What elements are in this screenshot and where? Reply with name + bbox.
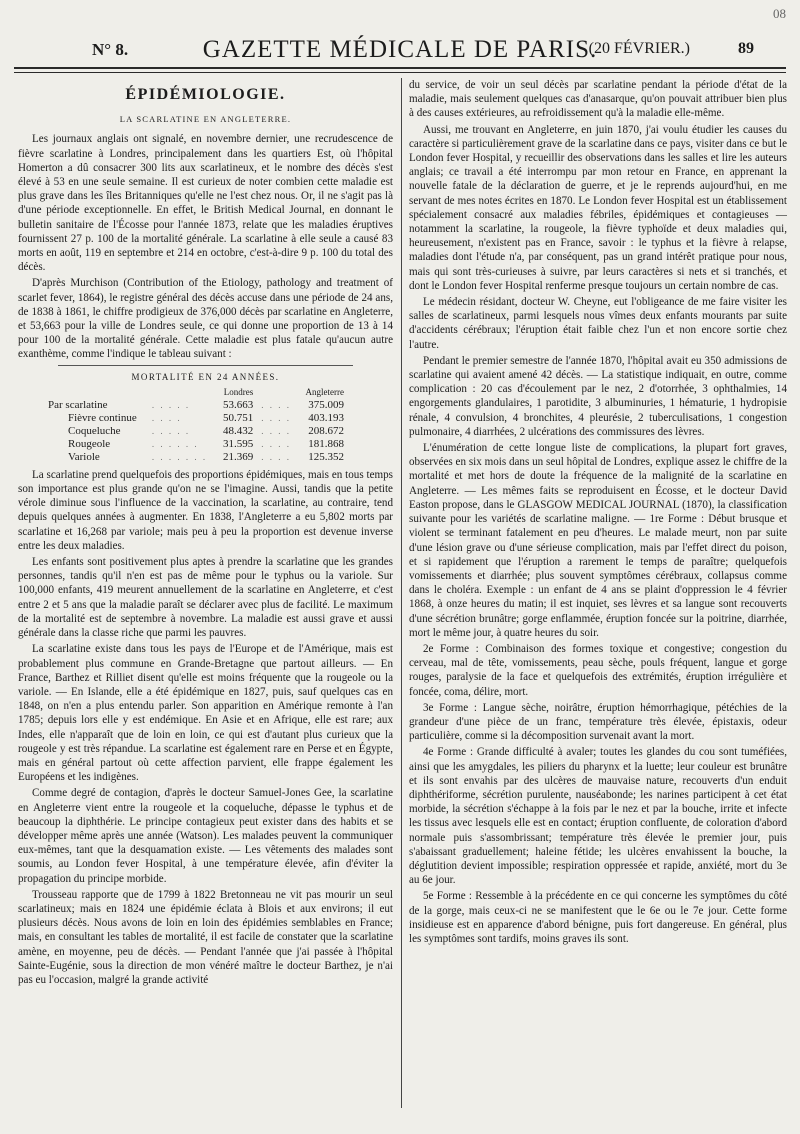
table-row	[48, 438, 348, 451]
article-title: LA SCARLATINE EN ANGLETERRE.	[119, 114, 292, 125]
header-rule	[14, 67, 786, 73]
paragraph: Le médecin résidant, docteur W. Cheyne, eut l'obligeance de me faire visiter les salles de scarlatineux, parmi lesquels nous vîmes deux enfants mourants par suite d'accidents cérébraux; l'éruption était faible chez l'un et non encore sortie chez l'autre.	[409, 296, 787, 351]
section-title: ÉPIDÉMIOLOGIE.	[125, 86, 286, 103]
england-value: 375.009	[308, 398, 344, 411]
table-row	[48, 425, 348, 438]
leader-dots: . . . . .	[151, 425, 191, 436]
paragraph: Trousseau rapporte que de 1799 à 1822 Bretonneau ne vit pas mourir un seul scarlatineux; mais en 1824 une épidémie éclata à Blois et aux environs; il eut plusieurs décès. Nous avons de loin en loin des épidémies semblables en France; mais, en consultant les tables de mortalité, il est facile de constater que la scarlatine amène, en moyenne, peu de décès. — Pendant l'année que j'ai passée à l'hôpital Sainte-Eugénie, sous la direction de mon vénéré maître le docteur Barthez, je n'ai pas eu l'occasion, malgré la grande activité	[18, 888, 393, 986]
paragraph: L'énumération de cette longue liste de complications, la plupart fort graves, observées en six mois dans un seul hôpital de Londres, explique assez le chiffre de la mortalité et met hors de doute la fréquence de la malignité de la scarlatine en Angleterre. — Les mêmes faits se reproduisent en Écosse, et le docteur David Easton propose, dans le GLASGOW MEDICAL JOURNAL (1870), la classification suivante pour les variétés de scarlatine maligne. — 1re Forme : Début brusque et violent se terminant fatalement en peu d'heures. Le malade meurt, non par suite d'une lésion grave ou d'une sérieuse complication, mais par l'effet direct du poison, et si rapidement que l'éruption a rarement le temps de paraître; quelquefois vomissements et diarrhée; plus souvent symptômes cérébraux, collapsus comme dans le choléra. Exemple : un enfant de 4 ans se plaint d'oppression le 4 février 1868, à onze heures du matin; il est inquiet, ses lèvres et sa langue sont recouverts d'une sécrétion brunâtre; gorge enflammée, éruption foncée sur la poitrine, diarrhée, mort le même jour, à quatre heures du soir.	[409, 442, 787, 639]
page-number: 89	[738, 40, 754, 57]
paragraph: La scarlatine existe dans tous les pays de l'Europe et de l'Amérique, mais est probablement plus commune en Grande-Bretagne que partout ailleurs. — En France, Barthez et Rilliet disent qu'elle est moins fréquente que la rougeole ou la variole. — En Islande, elle a été épidémique en 1827, puis, sauf quelques cas en 1848, on n'en a plus entendu parler. Son apparition en Amérique remonte à l'an 1785; depuis lors elle y est endémique. En Asie et en Afrique, elle est rare; aux Indes, elle n'apparaît que de loin en loin, ce qui est d'autant plus curieux que la rougeole y est très répandue. La scarlatine est également rare en Perse et en Égypte, mais en général partout où cette affection parvient, elle frappe également les Européens et les indigènes.	[18, 643, 393, 784]
england-value: 181.868	[308, 437, 344, 450]
row-label: Fièvre continue	[68, 411, 137, 424]
england-value: 403.193	[308, 411, 344, 424]
paragraph: 5e Forme : Ressemble à la précédente en ce qui concerne les symptômes du côté de la gorge, mais ceux-ci ne se manifestent que le 6e ou le 7e jour. Cette forme insidieuse est en apparence d'abord bénigne, puis fort dangereuse. En général, plus les symptômes sont tardifs, moins graves ils sont.	[409, 890, 787, 945]
england-value: 208.672	[308, 424, 344, 437]
leader-dots: . . . .	[261, 438, 291, 449]
masthead	[14, 26, 786, 66]
issue-number: N° 8.	[92, 40, 129, 59]
left-column	[18, 78, 393, 1108]
london-value: 53.663	[222, 398, 254, 411]
table-rule-top	[58, 365, 353, 366]
leader-dots: . . . .	[261, 412, 291, 423]
table-row	[48, 451, 348, 464]
paragraph: 3e Forme : Langue sèche, noirâtre, éruption hémorrhagique, pétéchies de la grandeur d'une pièce de un franc, température très élevée, épistaxis, odeur particulière, comme si la décomposition survenait avant la mort.	[409, 701, 787, 743]
table-caption: MORTALITÉ EN 24 ANNÉES.	[131, 371, 280, 382]
paragraph: Pendant le premier semestre de l'année 1870, l'hôpital avait eu 350 admissions de scarlatine qui avaient amené 42 décès. — La statistique indiquait, en outre, comme complication : 20 cas d'écoulement par le nez, 2 d'otorrhée, 3 ophthalmies, 14 engorgements glandulaires, 1 parotidite, 3 albuminuries, 1 hématurie, 1 hydropisie rénale, 4 convulsion, 4 bronchites, 4 pleurésie, 2 tuberculisations, 1 congestion pulmonaire, 4 diarrhées, 2 ulcérations des commissures des lèvres.	[409, 354, 787, 438]
london-value: 50.751	[222, 411, 254, 424]
paragraph: 4e Forme : Grande difficulté à avaler; toutes les glandes du cou sont tuméfiées, ainsi que les amygdales, les piliers du pharynx et la luette; leur couleur est brunâtre et ils sont envahis par des ulcères de mauvaise nature, recouverts d'un enduit diphthériforme, sécrétion purulente, nauséabonde; les narines participent à cet état morbide, la sécrétion s'échappe à la fois par le nez et par la bouche, irrite et infecte les tissus avec lesquels elle est en contact; éruption confluente, de coloration d'abord normale puis s'assombrissant; température très élevée le premier jour, puis s'abaissant graduellement; haleine fétide; les ulcères envahissent la bouche, la déglutition devient impossible; respiration oppressée et rapide, anxiété, mort du 3e au 6e jour.	[409, 746, 787, 887]
row-label: Par scarlatine	[48, 398, 108, 411]
paragraph: D'après Murchison (Contribution of the Etiology, pathology and treatment of scarlet fever, 1864), le registre général des décès accuse dans une période de 24 ans, de 1838 à 1861, le chiffre prodigieux de 376,000 décès par scarlatine en Angleterre, et 53,663 pour la ville de Londres seule, ce qui donne une proportion de 13 à 14 pour 100 de la mortalité générale. Cette maladie est plus fatale qu'aucun autre exanthème, comme l'indique le tableau suivant :	[18, 277, 393, 361]
column-divider	[401, 78, 402, 1108]
leader-dots: . . . . . . .	[151, 451, 208, 462]
leader-dots: . . . .	[261, 451, 291, 462]
journal-title: GAZETTE MÉDICALE DE PARIS.	[202, 36, 598, 63]
paragraph: Comme degré de contagion, d'après le docteur Samuel-Jones Gee, la scarlatine en Angleterre vient entre la rougeole et la coqueluche, dépasse le typhus et de beaucoup la diphthérie. Le principe contagieux peut exister dans des habits et se développer même après une année (Watson). Les malades peuvent la communiquer eux-mêmes, tant que la desquamation existe. — Les vêtements des malades sont soumis, au London fever Hospital, à une température élevée, afin d'éviter la propagation du principe morbide.	[18, 787, 393, 885]
paragraph: du service, de voir un seul décès par scarlatine pendant la période d'état de la maladie, mais seulement quelques cas d'anasarque, qu'on pouvait attribuer bien plus à des causes extérieures, au refroidissement qu'à la maladie elle-même.	[409, 79, 787, 120]
issue-date: (20 FÉVRIER.)	[588, 40, 690, 57]
london-value: 31.595	[222, 437, 254, 450]
column-header-england: Angleterre	[305, 386, 344, 397]
mortality-table	[48, 386, 348, 464]
leader-dots: . . . .	[151, 412, 182, 423]
right-column	[409, 78, 787, 1108]
england-value: 125.352	[308, 450, 344, 463]
table-row	[48, 399, 348, 412]
row-label: Rougeole	[68, 437, 111, 450]
paragraph: La scarlatine prend quelquefois des proportions épidémiques, mais en tous temps son importance est plus grande qu'on ne se l'imagine. Aussi, tandis que la petite vérole diminue sous l'influence de la vaccination, la scarlatine, au contraire, tend depuis quelques années à augmenter. En 1838, l'Angleterre a eu 5,802 morts par scarlatine et 16,268 par variole; mais peu à peu la proportion est devenue inverse entre les deux maladies.	[18, 468, 393, 552]
paragraph: Les enfants sont positivement plus aptes à prendre la scarlatine que les grandes personnes, tandis qu'il n'en est pas de même pour le typhus ou la variole. Sur 100,000 enfants, 419 meurent annuellement de la scarlatine en Angleterre, et c'est entre 2 et 5 ans que la maladie paraît se déclarer avec plus de facilité. Le maximum de la mortalité est de septembre à novembre. La maladie est aussi grave et aussi générale dans la classe riche que parmi les pauvres.	[18, 556, 393, 640]
column-header-london: Londres	[223, 386, 254, 397]
paragraph: Les journaux anglais ont signalé, en novembre dernier, une recrudescence de fièvre scarlatine à Londres, principalement dans les quartiers Est, où l'hôpital Homerton a dû consacrer 300 lits aux scarlatineux, et le nombre des décès s'est élevé à 53 en une seule semaine. Il est curieux de noter combien cette maladie est plus grave dans les îles Britanniques qu'elle ne l'est chez nous. Or, il ne s'agit pas là d'une période exceptionnelle. En effet, le British Medical Journal, en donnant le bulletin sanitaire de l'Écosse pour l'année 1873, relate que les maladies éruptives fournissent 27 p. 100 de la mortalité générale. La scarlatine à elle seule a causé 83 morts en août, 119 en septembre et 214 en octobre, c'est-à-dire 9 p. 100 du total des décès.	[18, 133, 393, 274]
table-header-row	[48, 386, 348, 399]
leader-dots: . . . . .	[151, 399, 191, 410]
page-mark: 08	[773, 6, 786, 21]
london-value: 21.369	[222, 450, 254, 463]
leader-dots: . . . .	[261, 425, 291, 436]
row-label: Variole	[68, 450, 100, 463]
london-value: 48.432	[222, 424, 254, 437]
table-row	[48, 412, 348, 425]
paragraph: 2e Forme : Combinaison des formes toxique et congestive; congestion du cerveau, mal de tête, vomissements, peau sèche, pouls fréquent, langue et gorge rouges, paralysie de la face et quelquefois des extrémités, éruption irrégulière et foncée, coma, délire, mort.	[409, 642, 787, 698]
leader-dots: . . . .	[261, 399, 291, 410]
leader-dots: . . . . . .	[151, 438, 199, 449]
row-label: Coqueluche	[68, 424, 121, 437]
paragraph: Aussi, me trouvant en Angleterre, en juin 1870, j'ai voulu étudier les causes du caractère si particulièrement grave de la scarlatine dans ce pays, visiter dans ce but le London fever Hospital, y recueillir des observations dans les salles et lire les auteurs anglais; ce travail a été interrompu par mon retour en France, en apprenant la nouvelle fatale de la déclaration de guerre, et je le reprends aujourd'hui, en me servant de mes notes écrites en 1870. Le London fever Hospital est un établissement spécialement consacré aux maladies fébriles, épidémiques et contagieuses — notamment la scarlatine, la rougeole, la fièvre typhoïde et deux maladies qui, heureusement, n'existent pas en France, savoir : le typhus et la fièvre à relapse, maladies dont l'étude n'a, par conséquent, pas un grand intérêt pratique pour nous, mais qui sont très-curieuses à suivre, par leurs caractères si nets et si tranchés, et dont le London fever Hospital renferme presque toujours un certain nombre de cas.	[409, 123, 787, 292]
